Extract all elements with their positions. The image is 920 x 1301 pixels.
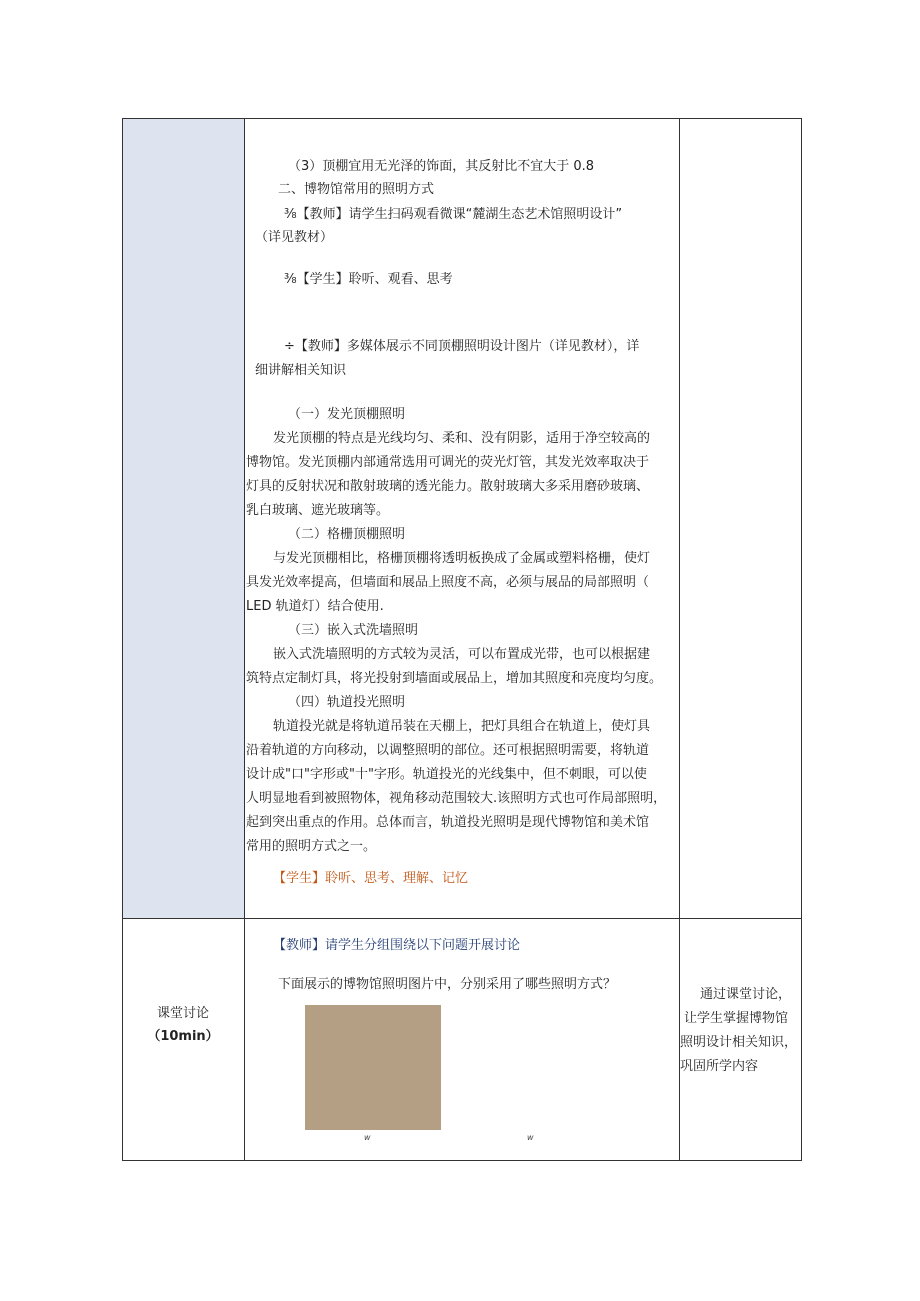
subheading-grille-ceiling: （二）格栅顶棚照明 <box>288 527 406 542</box>
goal-line-1: 通过课堂讨论， <box>700 987 792 1002</box>
column-divider-2 <box>679 119 680 1160</box>
row-divider <box>123 918 801 919</box>
paragraph-ceiling-finish: （3）顶棚宜用无光泽的饰面，其反射比不宜大于 0.8 <box>288 159 595 174</box>
body-grille-3: LED 轨道灯）结合使用. <box>246 599 384 614</box>
subheading-track-lighting: （四）轨道投光照明 <box>288 695 406 710</box>
photo-caption-1: w <box>364 1133 371 1142</box>
discussion-duration: （10min） <box>147 1029 219 1044</box>
teacher-instruction-multimedia: ÷【教师】多媒体展示不同顶棚照明设计图片（详见教材），详 <box>284 339 640 354</box>
body-luminous-4: 乳白玻璃、遮光玻璃等。 <box>246 503 390 518</box>
left-column-shading <box>123 119 244 918</box>
body-track-2: 沿着轨道的方向移动，以调整照明的部位。还可根据照明需要，将轨道 <box>246 743 650 758</box>
body-luminous-3: 灯具的反射状况和散射玻璃的透光能力。散射玻璃大多采用磨砂玻璃、 <box>246 479 650 494</box>
body-track-6: 常用的照明方式之一。 <box>246 839 377 854</box>
student-activity-2: 【学生】聆听、思考、理解、记忆 <box>273 871 469 886</box>
student-activity-1: ⅜【学生】聆听、观看、思考 <box>284 272 453 287</box>
body-luminous-2: 博物馆。发光顶棚内部通常选用可调光的荧光灯管，其发光效率取决于 <box>246 455 650 470</box>
body-track-1: 轨道投光就是将轨道吊装在天棚上，把灯具组合在轨道上，使灯具 <box>273 719 651 734</box>
column-divider-1 <box>244 119 245 1160</box>
section-heading-lighting-methods: 二、博物馆常用的照明方式 <box>278 182 435 197</box>
discussion-teacher-instruction: 【教师】请学生分组围绕以下问题开展讨论 <box>273 938 521 953</box>
body-luminous-1: 发光顶棚的特点是光线均匀、柔和、没有阴影，适用于净空较高的 <box>273 431 651 446</box>
body-wall-wash-2: 筑特点定制灯具，将光投射到墙面或展品上，增加其照度和亮度均匀度。 <box>246 671 663 686</box>
subheading-luminous-ceiling: （一）发光顶棚照明 <box>288 407 406 422</box>
body-track-5: 起到突出重点的作用。总体而言，轨道投光照明是现代博物馆和美术馆 <box>246 815 650 830</box>
photo-caption-2: w <box>527 1133 534 1142</box>
goal-line-2: 让学生掌握博物馆 <box>684 1011 789 1026</box>
body-wall-wash-1: 嵌入式洗墙照明的方式较为灵活，可以布置成光带，也可以根据建 <box>273 647 651 662</box>
body-grille-1: 与发光顶棚相比，格栅顶棚将透明板换成了金属或塑料格栅，使灯 <box>273 551 651 566</box>
goal-line-4: 巩固所学内容 <box>680 1059 759 1074</box>
subheading-wall-wash: （三）嵌入式洗墙照明 <box>288 623 419 638</box>
body-track-4: 人明显地看到被照物体，视角移动范围较大.该照明方式也可作局部照明， <box>246 791 667 806</box>
body-grille-2: 具发光效率提高，但墙面和展品上照度不高，必须与展品的局部照明（ <box>246 575 650 590</box>
discussion-label: 课堂讨论 <box>156 1006 209 1021</box>
body-track-3: 设计成"口"字形或"十"字形。轨道投光的光线集中，但不刺眼，可以使 <box>246 767 647 782</box>
teacher-instruction-video: ⅜【教师】请学生扫码观看微课“麓湖生态艺术馆照明设计” <box>284 207 623 222</box>
museum-lighting-photo <box>305 1005 441 1130</box>
teacher-instruction-multimedia-cont: 细讲解相关知识 <box>255 363 347 378</box>
teacher-instruction-video-cont: （详见教材） <box>255 230 334 245</box>
goal-line-3: 照明设计相关知识， <box>680 1035 798 1050</box>
discussion-question: 下面展示的博物馆照明图片中，分别采用了哪些照明方式？ <box>278 977 617 992</box>
